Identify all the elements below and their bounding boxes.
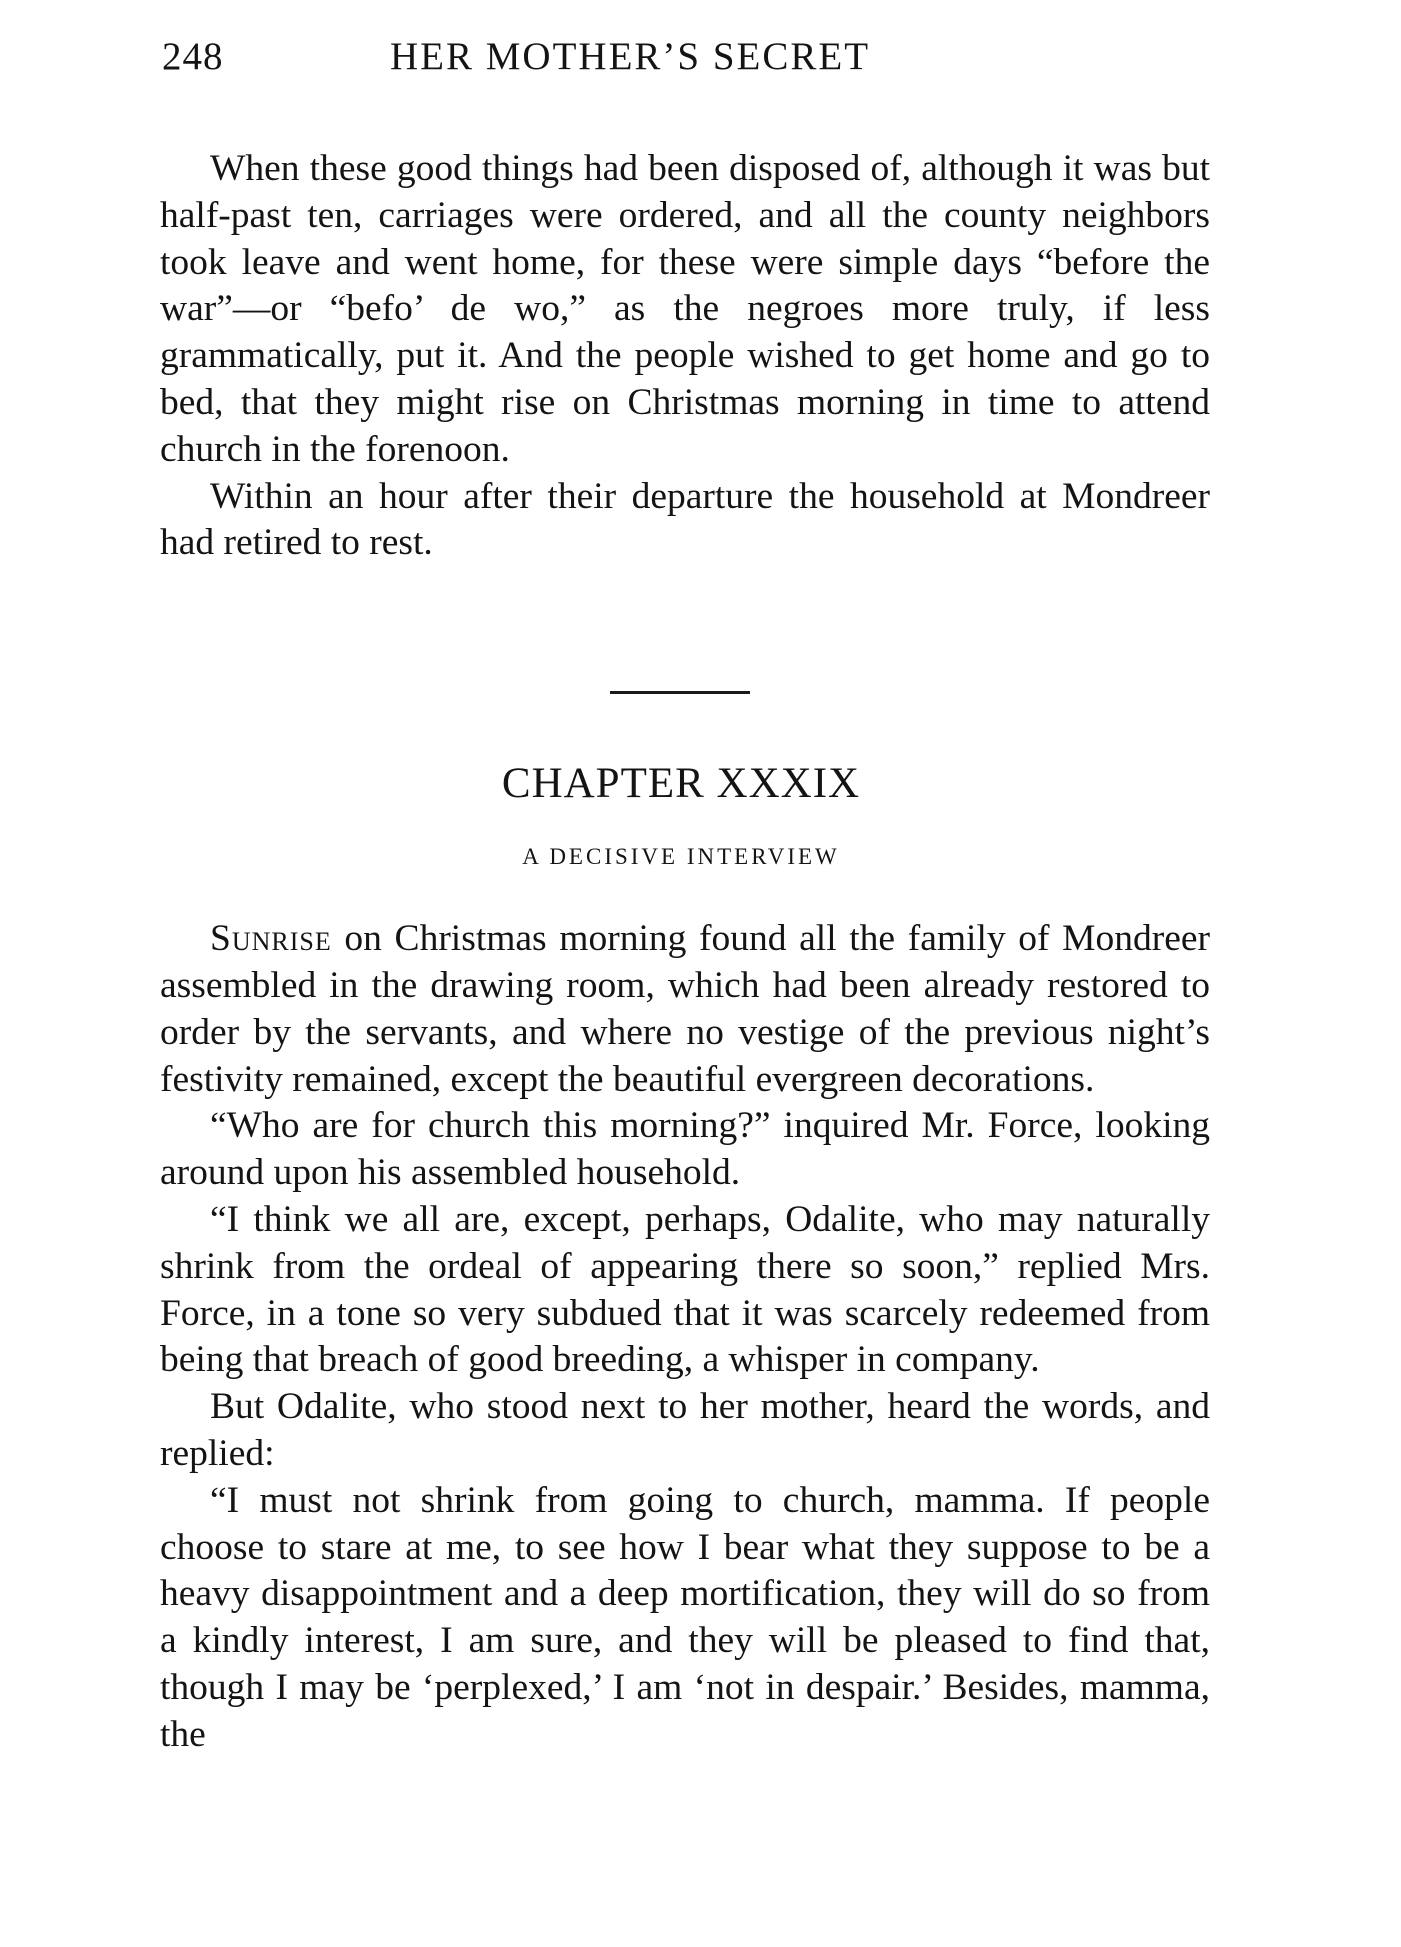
paragraph: Within an hour after their departure the household at Mondreer had retired to rest. (160, 475, 1210, 564)
paragraph: When these good things had been disposed of, although it was but half-past ten, carriages were ordered, and all the county neighbors took leave and went home, for these were simple days “before the war”—or “befo’ de wo,” as the negroes more truly, if less grammatically, put it. And the people wished to get home and go to bed, that they might rise on Christmas morning in time to attend church in the forenoon. (160, 148, 1210, 470)
paragraph: But Odalite, who stood next to her mother, heard the words, and replied: (160, 1386, 1210, 1474)
previous-chapter-text (160, 146, 1210, 567)
section-divider (610, 691, 750, 694)
chapter-subtitle: A DECISIVE INTERVIEW (522, 844, 840, 870)
paragraph: “Who are for church this morning?” inquired Mr. Force, looking around upon his assembled household. (160, 1105, 1210, 1194)
paragraph-text: on Christmas morning found all the family of Mondreer assembled in the drawing room, which had been already restored to order by the servants, and where no vestige of the previous night’s festivity remained, except the beautiful evergreen decorations. (160, 918, 1210, 1100)
running-title: HER MOTHER’S SECRET (390, 35, 871, 78)
book-page (160, 28, 1210, 1759)
paragraph: “I must not shrink from going to church, mamma. If people choose to stare at me, to see how I bear what they suppose to be a heavy disappointment and a deep mortification, they will do so from a kindly interest, I am sure, and they will be pleased to find that, though I may be ‘perplexed,’ I am ‘not in despair.’ Besides, mamma, the (160, 1479, 1210, 1755)
paragraph (160, 916, 1210, 1103)
paragraph: “I think we all are, except, perhaps, Odalite, who may naturally shrink from the ordeal of appearing there so soon,” replied Mrs. Force, in a tone so very subdued that it was scarcely redeemed from being that breach of good breeding, a whisper in company. (160, 1198, 1210, 1381)
page-number: 248 (162, 35, 224, 78)
chapter-title: CHAPTER XXXIX (501, 760, 861, 808)
chapter-text (160, 916, 1210, 1758)
opening-word: Sunrise (210, 918, 332, 960)
running-head (160, 28, 1210, 84)
